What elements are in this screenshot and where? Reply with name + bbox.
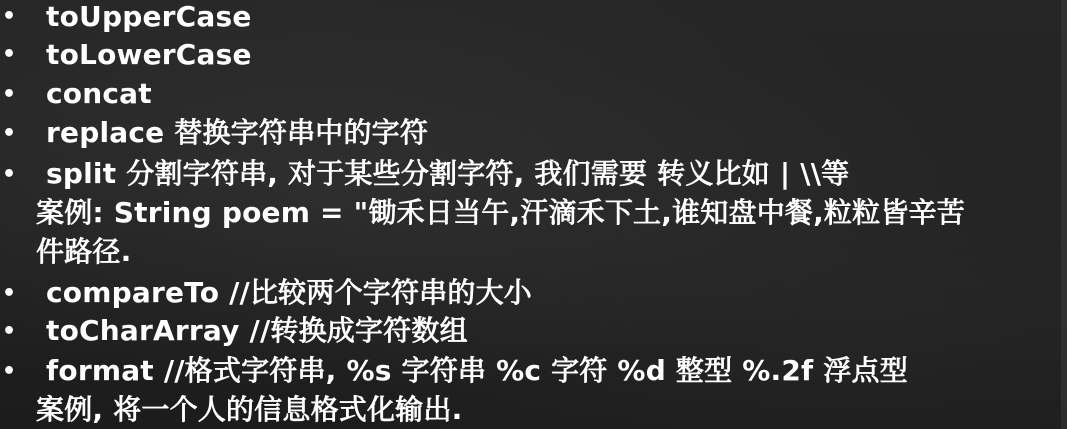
- list-item-tolowercase: toLowerCase: [46, 38, 252, 71]
- bullet-icon: •: [2, 162, 17, 187]
- bullet-icon: •: [2, 42, 17, 67]
- split-example-line: 案例: String poem = "锄禾日当午,汗滴禾下土,谁知盘中餐,粒粒皆辛苦: [36, 196, 965, 229]
- list-item-replace: replace 替换字符串中的字符: [46, 116, 429, 149]
- bullet-icon: •: [2, 319, 17, 344]
- list-item-format: format //格式字符串, %s 字符串 %c 字符 %d 整型 %.2f 浮点型: [46, 354, 908, 387]
- list-item-compareto: compareTo //比较两个字符串的大小: [46, 276, 532, 309]
- list-item-concat: concat: [46, 77, 152, 110]
- bullet-icon: •: [2, 281, 17, 306]
- bullet-icon: •: [2, 121, 17, 146]
- list-item-split: split 分割字符串, 对于某些分割字符, 我们需要 转义比如 | \\等: [46, 157, 850, 190]
- slide-edge: [1061, 0, 1067, 429]
- bullet-icon: •: [2, 4, 17, 29]
- format-example-line: 案例, 将一个人的信息格式化输出.: [36, 393, 463, 426]
- bullet-icon: •: [2, 82, 17, 107]
- list-item-tochararray: toCharArray //转换成字符数组: [46, 314, 468, 347]
- list-item-touppercase: toUpperCase: [46, 0, 252, 33]
- split-example-line-2: 件路径.: [36, 235, 132, 268]
- bullet-icon: •: [2, 359, 17, 384]
